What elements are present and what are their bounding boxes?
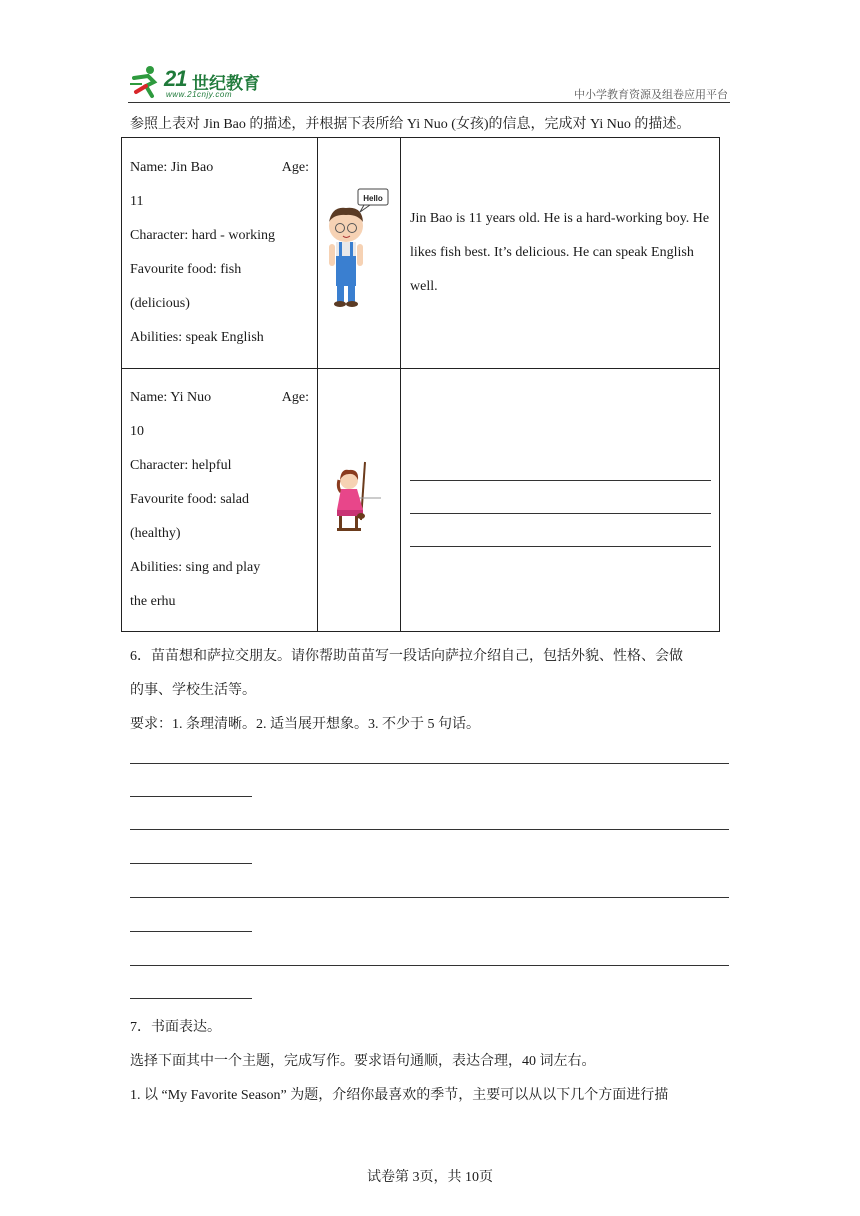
age-value: 10 (130, 424, 144, 439)
logo-text: 世纪教育 (192, 74, 260, 94)
writing-line[interactable] (130, 763, 729, 764)
intro-text: 参照上表对 Jin Bao 的描述，并根据下表所给 Yi Nuo (女孩)的信息，完成对 Yi Nuo 的描述。 (130, 117, 691, 132)
abilities-text: Abilities: speak English (130, 330, 264, 345)
age-label: Age: (281, 390, 309, 405)
boy-illustration (324, 186, 394, 316)
favourite-food-text: Favourite food: fish (130, 262, 242, 277)
question-7-item-1: 1. 以 “My Favorite Season” 为题，介绍你最喜欢的季节，主要可以从以下几个方面进行描 (130, 1088, 669, 1103)
header-slogan: 中小学教育资源及组卷应用平台 (574, 88, 728, 101)
girl-playing-erhu-illustration (331, 458, 387, 538)
age-label: Age: (281, 160, 309, 175)
page-footer: 试卷第 3页，共 10页 (367, 1170, 493, 1185)
writing-line[interactable] (130, 897, 729, 898)
jin-bao-description-cell (401, 138, 720, 369)
answer-line[interactable] (410, 514, 711, 547)
info-table (121, 137, 720, 632)
logo-url: www.21cnjy.com (166, 90, 232, 99)
writing-line-short[interactable] (130, 796, 252, 797)
table-row-jin-bao (122, 138, 720, 369)
abilities-text-cont: the erhu (130, 594, 176, 609)
yi-nuo-info-cell (122, 369, 318, 632)
question-7-title: 7．书面表达。 (130, 1020, 221, 1035)
speech-bubble-text: Hello (363, 193, 383, 203)
abilities-text: Abilities: sing and play (130, 560, 261, 575)
question-6-requirements: 要求：1. 条理清晰。2. 适当展开想象。3. 不少于 5 句话。 (130, 717, 480, 732)
writing-line-short[interactable] (130, 998, 252, 999)
name-label: Name: Jin Bao (130, 160, 214, 175)
food-note: (delicious) (130, 296, 190, 311)
question-7-instruction: 选择下面其中一个主题，完成写作。要求语句通顺，表达合理，40 词左右。 (130, 1054, 596, 1069)
jin-bao-description: Jin Bao is 11 years old. He is a hard-working boy. He likes fish best. It’s delicious. He can speak English well. (410, 211, 710, 294)
writing-line-short[interactable] (130, 931, 252, 932)
table-row-yi-nuo (122, 369, 720, 632)
writing-line[interactable] (130, 965, 729, 966)
yi-nuo-answer-cell[interactable] (401, 369, 720, 632)
writing-line-short[interactable] (130, 863, 252, 864)
yi-nuo-picture-cell (318, 369, 401, 632)
jin-bao-info-cell (122, 138, 318, 369)
question-6-text-cont: 的事、学校生活等。 (130, 683, 256, 698)
jin-bao-picture-cell (318, 138, 401, 369)
favourite-food-text: Favourite food: salad (130, 492, 249, 507)
answer-line[interactable] (410, 448, 711, 481)
site-logo (128, 64, 268, 102)
writing-line[interactable] (130, 829, 729, 830)
question-6-text: 6．苗苗想和萨拉交朋友。请你帮助苗苗写一段话向萨拉介绍自己，包括外貌、性格、会做 (130, 649, 683, 664)
runner-icon (128, 64, 164, 100)
logo-number: 21 (164, 66, 187, 91)
header-divider (128, 102, 730, 103)
age-value: 11 (130, 194, 144, 209)
answer-line[interactable] (410, 481, 711, 514)
name-label: Name: Yi Nuo (130, 390, 212, 405)
food-note: (healthy) (130, 526, 181, 541)
character-text: Character: hard - working (130, 228, 275, 243)
character-text: Character: helpful (130, 458, 232, 473)
